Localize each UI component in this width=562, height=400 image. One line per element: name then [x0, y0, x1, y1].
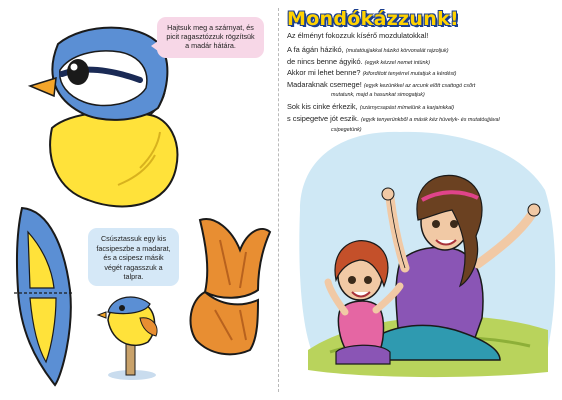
rhyme-line: A fa ágán házikó, (mutatóujjakkal házikó körvonalát rajzoljuk): [287, 45, 449, 54]
bird-head-cutout: [30, 28, 167, 120]
instruction-bubble-base: Csúsztassuk egy kis facsipeszbe a madarat, és a csipesz másik végét ragasszuk a talpra.: [88, 228, 179, 286]
illustration-mother-child: [299, 132, 555, 377]
page-divider: [278, 8, 279, 392]
bird-tail-cutout: [14, 208, 72, 385]
rhyme-line: Sok kis cinke érkezik, (szárnycsapást mímelünk a karjainkkal): [287, 102, 455, 112]
rhyme-text: [287, 45, 555, 134]
bird-beak-icon: [30, 78, 56, 96]
wings-cutout: [190, 219, 270, 354]
rhyme-line: s csipegetve jót eszik. (egyik tenyerünkből a másik kéz hüvelyk- és mutatóujjával: [287, 113, 500, 123]
rhyme-title: Mondókázzunk!: [287, 8, 459, 30]
rhyme-note-continued: csipegetünk): [331, 126, 362, 133]
rhyme-line: Madaraknak csemege! (egyik kezünkkel az arcunk előtt csattogó csőrt: [287, 79, 476, 89]
rhyme-note-continued: mutatunk, majd a hasunkat simogatjuk): [331, 92, 425, 99]
rhyme-line: de nincs benne ágyikó. (egyik kézzel nemet intünk): [287, 56, 430, 66]
bird-eye-icon: [67, 59, 89, 85]
finished-bird-figure: [98, 297, 157, 380]
instruction-bubble-wings: Hajtsuk meg a szárnyat, és picit ragasztózzuk rögzítsük a madár hátára.: [157, 17, 264, 58]
rhyme-subtitle: Az élményt fokozzuk kísérő mozdulatokkal!: [287, 31, 429, 40]
rhyme-line: Akkor mi lehet benne? (kifordított tenyérrel mutatjuk a kérdést): [287, 68, 457, 78]
